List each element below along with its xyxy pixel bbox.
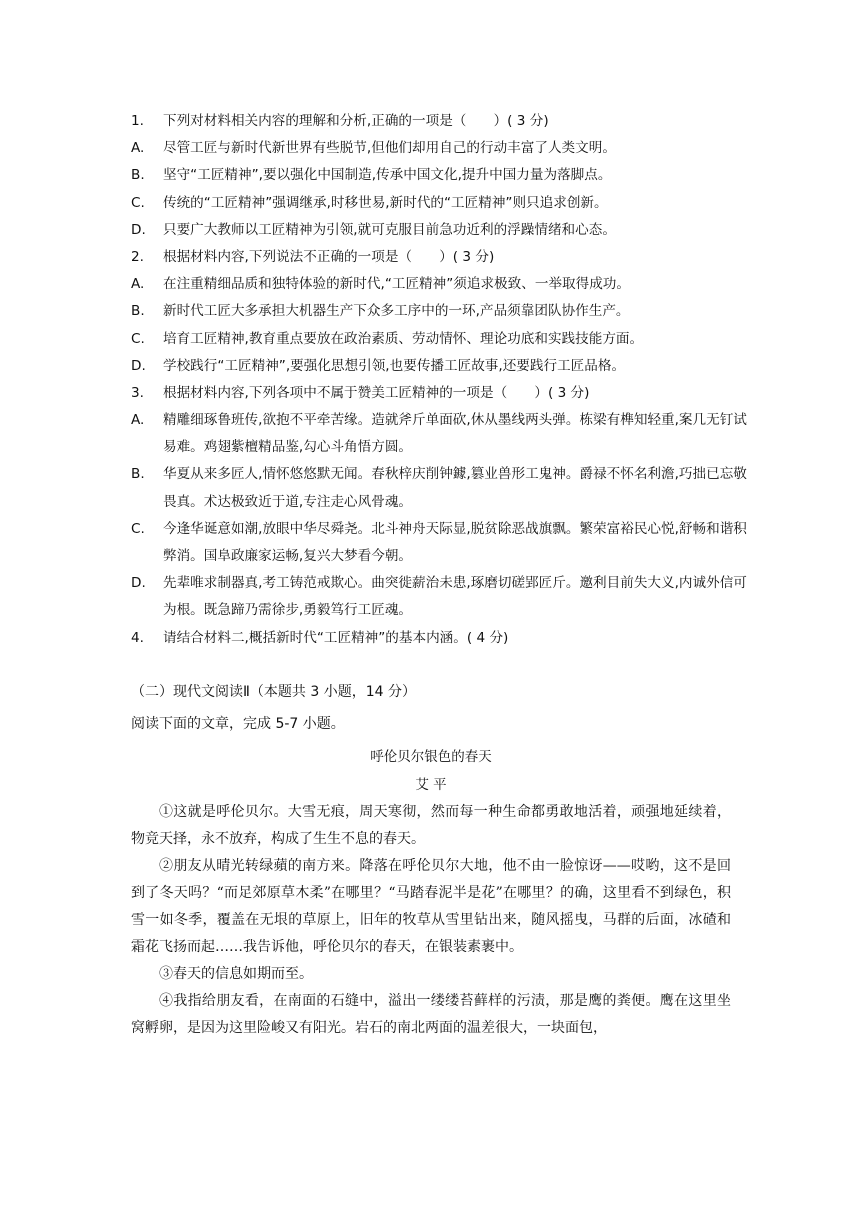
question-number: 1.: [131, 113, 144, 129]
question-2-option-b: [131, 298, 751, 325]
question-3-option-d: [131, 570, 751, 624]
question-1-option-b: [131, 162, 751, 189]
option-label: B.: [131, 167, 145, 184]
question-2-stem: [131, 244, 751, 271]
question-number: 4.: [131, 629, 144, 646]
question-4-stem: [131, 625, 751, 652]
option-text: 只要广大教师以工匠精神为引领,就可克服目前急功近利的浮躁情绪和心态。: [163, 221, 616, 238]
option-text: 学校践行“工匠精神”,要强化思想引领,也要传播工匠故事,还要践行工匠品格。: [163, 357, 626, 374]
option-label: C.: [131, 330, 145, 347]
option-text: 精雕细琢鲁班传,欲抱不平牵苦缘。造就斧斤单面砍,休从墨线两头弹。栋梁有榫知轻重,案几无钉试易难。鸡翅紫檀精品鉴,勾心斗角悟方圆。: [163, 412, 747, 456]
section-title: （二）现代文阅读Ⅱ（本题共 3 小题，14 分）: [131, 684, 416, 700]
article-body: [131, 799, 731, 1042]
option-label: D.: [131, 357, 146, 374]
option-text: 培育工匠精神,教育重点要放在政治素质、劳动情怀、理论功底和实践技能方面。: [163, 330, 644, 347]
question-3-option-c: [131, 516, 751, 570]
article-paragraph: ③春天的信息如期而至。: [159, 966, 313, 982]
option-text: 传统的“工匠精神”强调继承,时移世易,新时代的“工匠精神”则只追求创新。: [163, 194, 608, 211]
question-3-stem: [131, 380, 751, 407]
article-paragraph: ②朋友从晴光转绿蘋的南方来。降落在呼伦贝尔大地，他不由一脸惊讶——哎哟，这不是回到了冬天吗？“而足郊原草木柔”在哪里？“马踏春泥半是花”在哪里？的确，这里看不到绿色，积雪一如冬季，覆盖在无垠的草原上，旧年的牧草从雪里钻出来，随风摇曳，马群的后面，冰碴和霜花飞扬而起……我告诉他，呼伦贝尔的春天，在银装素裹中。: [131, 858, 731, 955]
option-label: B.: [131, 466, 145, 483]
question-stem-text: 根据材料内容,下列说法不正确的一项是（ ）( 3 分): [163, 248, 495, 265]
question-stem-text: 下列对材料相关内容的理解和分析,正确的一项是（ ）( 3 分): [163, 113, 549, 129]
option-label: C.: [131, 520, 145, 537]
option-text: 华夏从来多匠人,情怀悠悠默无闻。春秋梓庆削钟鐻,篡业兽形工鬼神。爵禄不怀名利澹,巧拙已忘敬畏真。术达极致近于道,专注走心风骨魂。: [163, 466, 747, 510]
option-text: 新时代工匠大多承担大机器生产下众多工序中的一环,产品须靠团队协作生产。: [163, 303, 630, 320]
option-label: D.: [131, 221, 146, 238]
question-3-option-b: [131, 461, 751, 515]
question-stem-text: 请结合材料二,概括新时代“工匠精神”的基本内涵。( 4 分): [163, 629, 509, 646]
question-1-stem: [131, 108, 751, 135]
option-text: 今逢华诞意如潮,放眼中华尽舜尧。北斗神舟天际显,脱贫除恶战旗飘。繁荣富裕民心悦,舒畅和谐积弊消。国阜政廉家运畅,复兴大梦看今朝。: [163, 520, 747, 565]
article-author: 艾 平: [415, 777, 447, 793]
option-label: D.: [131, 575, 146, 592]
article-paragraph: ④我指给朋友看，在南面的石缝中，溢出一缕缕苔藓样的污渍，那是鹰的粪便。鹰在这里坐窝孵卵，是因为这里险峻又有阳光。岩石的南北两面的温差很大，一块面包，: [131, 993, 731, 1036]
section-instruction: 阅读下面的文章，完成 5-7 小题。: [131, 716, 345, 732]
option-label: C.: [131, 194, 145, 211]
question-1-option-a: [131, 135, 751, 162]
option-text: 先辈唯求制器真,考工铸范戒欺心。曲突徙薪治未患,琢磨切磋郢匠斤。邀利目前失大义,内诚外信可为根。既急蹄乃需徐步,勇毅笃行工匠魂。: [163, 575, 747, 619]
question-number: 3.: [131, 384, 144, 401]
option-label: A.: [131, 276, 145, 293]
question-1-option-c: [131, 190, 751, 217]
option-label: A.: [131, 140, 145, 157]
option-text: 坚守“工匠精神”,要以强化中国制造,传承中国文化,提升中国力量为落脚点。: [163, 167, 612, 184]
option-text: 在注重精细品质和独特体验的新时代,“工匠精神”须追求极致、一举取得成功。: [163, 276, 630, 293]
question-2-option-c: [131, 326, 751, 353]
article-title: 呼伦贝尔银色的春天: [370, 749, 492, 765]
question-stem-text: 根据材料内容,下列各项中不属于赞美工匠精神的一项是（ ）( 3 分): [163, 384, 590, 401]
article-paragraph: ①这就是呼伦贝尔。大雪无痕，周天寒彻，然而每一种生命都勇敢地活着，顽强地延续着，物竞天择，永不放弃，构成了生生不息的春天。: [131, 804, 731, 847]
option-label: B.: [131, 303, 145, 320]
question-number: 2.: [131, 248, 144, 265]
question-1-option-d: [131, 217, 751, 244]
question-2-option-a: [131, 271, 751, 298]
option-label: A.: [131, 412, 145, 429]
question-3-option-a: [131, 407, 751, 461]
option-text: 尽管工匠与新时代新世界有些脱节,但他们却用自己的行动丰富了人类文明。: [163, 140, 616, 157]
questions-block: [131, 108, 751, 652]
question-2-option-d: [131, 353, 751, 380]
